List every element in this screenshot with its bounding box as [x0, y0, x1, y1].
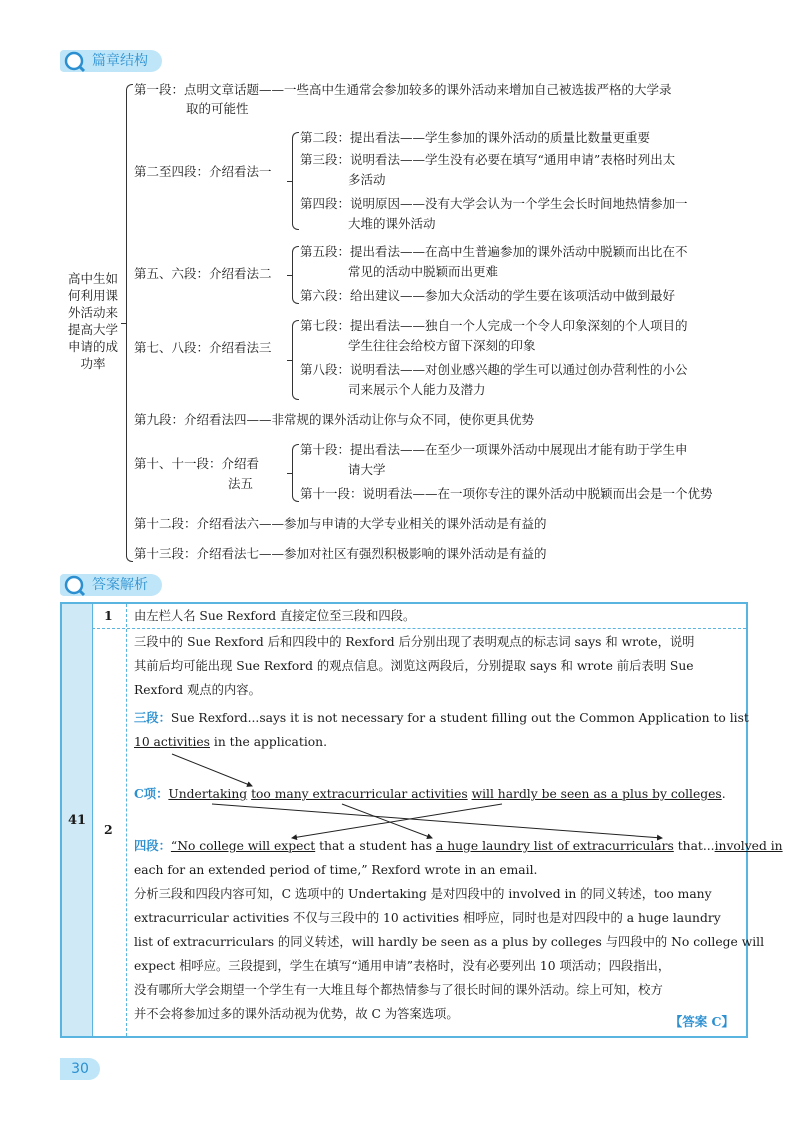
answer-tag: 【答案 C】: [669, 1014, 734, 1029]
group-4-bracket: [292, 444, 299, 502]
g2-b: 第六段：给出建议——参加大众活动的学生要在该项活动中做到最好: [300, 288, 676, 303]
section-header-answers: [60, 572, 162, 598]
g1-b1: 第三段：说明看法——学生没有必要在填写“通用申请”表格时列出太: [300, 152, 676, 167]
arrow-hardly-plus: [292, 804, 502, 838]
side-label: 高中生如何利用课外活动来提高大学申请的成功率: [67, 271, 118, 371]
option-c-end: .: [721, 787, 726, 801]
summary-line-6: 并不会将参加过多的课外活动视为优势，故 C 为答案选项。: [134, 1007, 459, 1021]
hardly-plus: will hardly be seen as a plus by colleges: [471, 787, 722, 801]
page-number: 30: [60, 1058, 100, 1080]
summary-line-1: 分析三段和四段内容可知，C 选项中的 Undertaking 是对四段中的 involved in 的同义转述，too many: [134, 887, 712, 901]
too-many: too many extracurricular activities: [251, 787, 468, 801]
arrow-ten-activities: [172, 754, 252, 786]
g4-b: 第十一段：说明看法——在一项你专注的课外活动中脱颖而出会是一个优势: [300, 486, 713, 501]
step-1-text: 由左栏人名 Sue Rexford 直接定位至三段和四段。: [134, 609, 416, 623]
group-2-bracket: [292, 246, 299, 304]
arrow-too-many: [342, 804, 432, 838]
g3-b2: 司来展示个人能力及潜力: [348, 382, 486, 397]
para-3-text: Sue Rexford...says it is not necessary for a student filling out the Common Application to list: [170, 711, 749, 725]
g1-a: 第二段：提出看法——学生参加的课外活动的质量比数量更重要: [300, 130, 651, 145]
analysis-line-1: 三段中的 Sue Rexford 后和四段中的 Rexford 后分别出现了表明观点的标志词 says 和 wrote，说明: [134, 635, 695, 649]
analysis-line-2: 其前后均可能出现 Sue Rexford 的观点信息。浏览这两段后，分别提取 says 和 wrote 前后表明 Sue: [134, 659, 694, 673]
para-4-tag: 四段：: [134, 838, 171, 853]
para-4-t1: that a student has: [315, 839, 436, 853]
no-college: “No college will expect: [170, 839, 316, 853]
group-4-label-1: 第十、十一段：介绍看: [134, 456, 260, 471]
section-header-structure: [60, 48, 162, 74]
g4-a2: 请大学: [348, 462, 386, 477]
magnifier-icon: [64, 575, 86, 597]
group-3-label: 第七、八段：介绍看法三: [134, 340, 272, 355]
summary-line-4: expect 相呼应。三段提到，学生在填写“通用申请”表格时，没有必要列出 10 项活动；四段指出，: [134, 959, 671, 973]
para-13: 第十三段：介绍看法七——参加对社区有强烈积极影响的课外活动是有益的: [134, 546, 547, 561]
g2-a2: 常见的活动中脱颖而出更难: [348, 264, 499, 279]
step-1-number: 1: [104, 608, 113, 623]
summary-line-3: list of extracurriculars 的同义转述，will hardly be seen as a plus by colleges 与四段中的 No college will: [134, 935, 765, 949]
para-1-line-1: 第一段：点明文章话题——一些高中生通常会参加较多的课外活动来增加自己被选拔严格的大学录: [134, 82, 672, 97]
main-bracket: [126, 84, 133, 562]
group-1-label: 第二至四段：介绍看法一: [134, 164, 272, 179]
para-9: 第九段：介绍看法四——非常规的课外活动让你与众不同，使你更具优势: [134, 412, 535, 427]
g2-a1: 第五段：提出看法——在高中生普遍参加的课外活动中脱颖而出比在不: [300, 244, 688, 259]
summary-line-5: 没有哪所大学会期望一个学生有一大堆且每个都热情参与了很长时间的课外活动。综上可知，校方: [134, 983, 663, 997]
question-number: 41: [62, 604, 92, 1036]
group-4-label-2: 法五: [228, 476, 254, 491]
para-12: 第十二段：介绍看法六——参加与申请的大学专业相关的课外活动是有益的: [134, 516, 547, 531]
g3-a2: 学生往往会给校方留下深刻的印象: [348, 338, 536, 353]
section-title: 篇章结构: [92, 53, 148, 69]
g1-b2: 多活动: [348, 172, 386, 187]
group-2-label: 第五、六段：介绍看法二: [134, 266, 272, 281]
g1-c2: 大堆的课外活动: [348, 216, 436, 231]
arrow-undertaking: [212, 804, 662, 838]
g4-a1: 第十段：提出看法——在至少一项课外活动中展现出才能有助于学生申: [300, 442, 688, 457]
g3-a1: 第七段：提出看法——独自一个人完成一个令人印象深刻的个人项目的: [300, 318, 688, 333]
laundry-list: a huge laundry list of extracurriculars: [435, 839, 674, 853]
option-c-tag: C项：: [134, 786, 169, 801]
analysis-line-3: Rexford 观点的内容。: [134, 683, 261, 697]
group-3-bracket: [292, 320, 299, 400]
para-4-line-2: each for an extended period of time,” Rexford wrote in an email.: [134, 863, 538, 877]
section-title: 答案解析: [92, 577, 148, 593]
para-3-tag: 三段：: [134, 710, 171, 725]
para-4-t2: that...: [673, 839, 715, 853]
para-1-line-2: 取的可能性: [186, 101, 249, 116]
undertaking: Undertaking: [168, 787, 248, 801]
magnifier-icon: [64, 51, 86, 73]
g3-b1: 第八段：说明看法——对创业感兴趣的学生可以通过创办营利性的小公: [300, 362, 688, 377]
answer-box: [60, 602, 783, 1038]
g1-c1: 第四段：说明原因——没有大学会认为一个学生会长时间地热情参加一: [300, 196, 688, 211]
step-2-number: 2: [104, 822, 113, 837]
group-1-bracket: [292, 132, 299, 230]
summary-line-2: extracurricular activities 不仅与三段中的 10 activities 相呼应，同时也是对四段中的 a huge laundry: [134, 911, 721, 925]
ten-activities: 10 activities: [134, 735, 210, 749]
involved-in: involved in: [714, 839, 783, 853]
para-3-rest: in the application.: [210, 735, 327, 749]
